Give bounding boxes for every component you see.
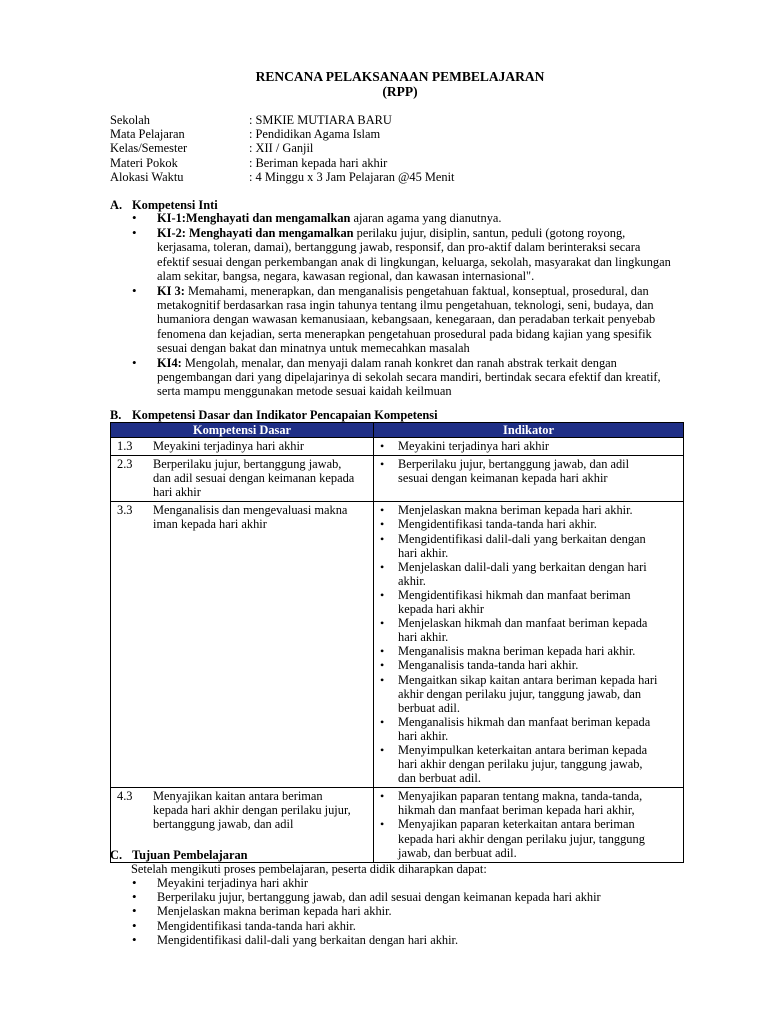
kd-number: 1.3 bbox=[117, 439, 133, 453]
bullet-icon: • bbox=[380, 517, 385, 532]
tujuan-intro: Setelah mengikuti proses pembelajaran, peserta didik diharapkan dapat: bbox=[131, 862, 487, 876]
kd-text bbox=[153, 503, 369, 531]
section-title: Kompetensi Inti bbox=[132, 198, 218, 212]
list-item bbox=[131, 933, 691, 947]
kd-cell bbox=[111, 502, 374, 788]
bullet-icon: • bbox=[380, 658, 385, 673]
indikator-cell bbox=[374, 502, 684, 788]
kd-text bbox=[153, 457, 369, 499]
indikator-line: hari akhir. bbox=[398, 728, 449, 743]
indikator-line: Mengidentifikasi dalil-dali yang berkaitan dengan bbox=[398, 531, 646, 546]
indikator-item bbox=[374, 588, 683, 616]
list-item bbox=[131, 919, 691, 933]
indikator-item bbox=[374, 517, 683, 531]
section-letter: B. bbox=[110, 408, 122, 422]
indikator-line: Menganalisis tanda-tanda hari akhir. bbox=[398, 658, 579, 673]
kompetensi-inti-list bbox=[131, 211, 691, 400]
indikator-line: akhir. bbox=[398, 573, 426, 588]
identity-value: : XII / Ganjil bbox=[249, 141, 314, 156]
ki-text: serta mampu menggunakan metode sesuai kaidah keilmuan bbox=[157, 384, 452, 399]
ki-line bbox=[157, 240, 691, 254]
list-item bbox=[131, 890, 691, 904]
indikator-item bbox=[374, 817, 683, 859]
identity-value: : Pendidikan Agama Islam bbox=[249, 127, 381, 142]
indikator-line: hari akhir dengan perilaku jujur, tanggung jawab, bbox=[398, 757, 643, 772]
ki-line bbox=[157, 312, 691, 326]
indikator-line: Menyajikan paparan keterkaitan antara beriman bbox=[398, 817, 635, 832]
indikator-line: Menjelaskan makna beriman kepada hari akhir. bbox=[398, 503, 633, 518]
bullet-icon: • bbox=[380, 439, 385, 453]
kd-number: 2.3 bbox=[117, 457, 133, 472]
bullet-icon: • bbox=[132, 225, 137, 241]
table-row bbox=[111, 456, 684, 502]
indikator-item bbox=[374, 560, 683, 588]
ki-text: efektif sesuai dengan perkembangan anak di lingkungan, keluarga, sekolah, masyarakat dan lingkungan bbox=[157, 254, 671, 269]
kd-line: Berperilaku jujur, bertanggung jawab, bbox=[153, 457, 342, 472]
indikator-line: sesuai dengan keimanan kepada hari akhir bbox=[398, 471, 608, 486]
kd-cell bbox=[111, 438, 374, 456]
bullet-icon: • bbox=[380, 531, 385, 546]
indikator-line: Menjelaskan hikmah dan manfaat beriman kepada bbox=[398, 616, 648, 631]
indikator-line: Meyakini terjadinya hari akhir bbox=[398, 439, 550, 453]
ki-line bbox=[157, 211, 691, 225]
ki-label: KI-2: Menghayati dan mengamalkan bbox=[157, 226, 354, 241]
ki-line bbox=[157, 370, 691, 384]
bullet-icon: • bbox=[380, 742, 385, 757]
ki-label: KI4: bbox=[157, 356, 182, 371]
bullet-icon: • bbox=[132, 875, 137, 890]
identity-value: : SMKIE MUTIARA BARU bbox=[249, 113, 392, 127]
identity-label: Mata Pelajaran bbox=[110, 127, 185, 142]
indikator-item bbox=[374, 644, 683, 658]
ki-text: humaniora dengan wawasan kemanusiaan, kebangsaan, kenegaraan, dan peradaban terkait penyebab bbox=[157, 312, 656, 327]
indikator-item bbox=[374, 658, 683, 672]
indikator-line: jawab, dan berbuat adil. bbox=[398, 845, 517, 860]
bullet-icon: • bbox=[132, 917, 137, 933]
bullet-icon: • bbox=[132, 889, 137, 905]
indikator-line: dan berbuat adil. bbox=[398, 771, 481, 786]
bullet-icon: • bbox=[380, 559, 385, 574]
indikator-cell bbox=[374, 438, 684, 456]
kd-number: 4.3 bbox=[117, 789, 133, 804]
section-title: Tujuan Pembelajaran bbox=[132, 848, 248, 862]
bullet-icon: • bbox=[132, 283, 137, 299]
kd-line: Meyakini terjadinya hari akhir bbox=[153, 439, 305, 453]
kompetensi-table bbox=[110, 422, 684, 863]
indikator-line: Menyajikan paparan tentang makna, tanda-tanda, bbox=[398, 789, 643, 804]
ki-line bbox=[157, 284, 691, 298]
bullet-icon: • bbox=[380, 587, 385, 602]
kd-line: dan adil sesuai dengan keimanan kepada bbox=[153, 471, 355, 486]
indikator-line: Mengaitkan sikap kaitan antara beriman kepada hari bbox=[398, 672, 658, 687]
list-item bbox=[131, 284, 691, 355]
ki-text: alam sekitar, bangsa, negara, kawasan regional, dan kawasan internasional". bbox=[157, 268, 535, 283]
table-row bbox=[111, 438, 684, 456]
indikator-item bbox=[374, 457, 683, 485]
ki-line bbox=[157, 341, 691, 355]
ki-line bbox=[157, 327, 691, 341]
indikator-line: hikmah dan manfaat beriman kepada hari akhir, bbox=[398, 803, 635, 818]
kd-line: bertanggung jawab, dan adil bbox=[153, 817, 294, 832]
indikator-line: kepada hari akhir dengan perilaku jujur, tanggung bbox=[398, 831, 645, 846]
section-letter: C. bbox=[110, 848, 123, 862]
indikator-line: berbuat adil. bbox=[398, 700, 460, 715]
bullet-icon: • bbox=[132, 903, 137, 919]
identity-value: : 4 Minggu x 3 Jam Pelajaran @45 Menit bbox=[249, 169, 455, 184]
indikator-line: Menjelaskan dalil-dali yang berkaitan dengan hari bbox=[398, 559, 647, 574]
document-subtitle: (RPP) bbox=[382, 84, 418, 99]
ki-line bbox=[157, 356, 691, 370]
ki-line bbox=[157, 384, 691, 398]
ki-text: metakognitif berdasarkan rasa ingin tahunya tentang ilmu pengetahuan, teknologi, seni, budaya, dan bbox=[157, 298, 654, 313]
document-title: RENCANA PELAKSANAAN PEMBELAJARAN bbox=[255, 69, 545, 84]
bullet-icon: • bbox=[380, 616, 385, 631]
ki-label: KI-1:Menghayati dan mengamalkan bbox=[157, 211, 351, 225]
indikator-line: akhir dengan perilaku jujur, tanggung jawab, dan bbox=[398, 686, 642, 701]
indikator-line: Berperilaku jujur, bertanggung jawab, dan adil bbox=[398, 457, 630, 472]
indikator-line: kepada hari akhir bbox=[398, 602, 485, 617]
indikator-item bbox=[374, 743, 683, 785]
bullet-icon: • bbox=[380, 789, 385, 804]
ki-text: sesuai dengan bakat dan minatnya untuk memecahkan masalah bbox=[157, 340, 470, 355]
identity-value: : Beriman kepada hari akhir bbox=[249, 155, 388, 170]
section-letter: A. bbox=[110, 198, 123, 212]
indikator-line: Menyimpulkan keterkaitan antara beriman kepada bbox=[398, 742, 648, 757]
ki-label: KI 3: bbox=[157, 284, 185, 299]
section-b-heading bbox=[110, 408, 438, 422]
list-item bbox=[131, 904, 691, 918]
indikator-line: Menganalisis hikmah dan manfaat beriman kepada bbox=[398, 714, 651, 729]
indikator-item bbox=[374, 715, 683, 743]
bullet-icon: • bbox=[132, 210, 137, 225]
tujuan-text: Mengidentifikasi tanda-tanda hari akhir. bbox=[157, 918, 356, 933]
bullet-icon: • bbox=[380, 644, 385, 659]
ki-line bbox=[157, 298, 691, 312]
kd-number: 3.3 bbox=[117, 503, 133, 518]
indikator-item bbox=[374, 532, 683, 560]
kd-text bbox=[153, 439, 369, 453]
kd-text bbox=[153, 789, 369, 831]
bullet-icon: • bbox=[380, 503, 385, 518]
tujuan-text: Berperilaku jujur, bertanggung jawab, dan adil sesuai dengan keimanan kepada hari akhir bbox=[157, 890, 601, 905]
bullet-icon: • bbox=[132, 931, 137, 947]
column-header-kd: Kompetensi Dasar bbox=[111, 423, 374, 438]
kd-line: Menyajikan kaitan antara beriman bbox=[153, 789, 323, 804]
list-item bbox=[131, 226, 691, 283]
ki-text: kerjasama, toleran, damai), bertanggung jawab, responsif, dan pro-aktif dalam berinteraksi secara bbox=[157, 240, 641, 255]
ki-text: ajaran agama yang dianutnya. bbox=[350, 211, 502, 225]
indikator-line: hari akhir. bbox=[398, 545, 449, 560]
section-a-heading bbox=[110, 198, 218, 212]
indikator-line: hari akhir. bbox=[398, 630, 449, 645]
section-c-heading bbox=[110, 848, 248, 862]
indikator-item bbox=[374, 503, 683, 517]
tujuan-text: Mengidentifikasi dalil-dali yang berkaitan dengan hari akhir. bbox=[157, 932, 459, 947]
ki-line bbox=[157, 226, 691, 240]
ki-line bbox=[157, 269, 691, 283]
ki-text: pengembangan dari yang dipelajarinya di sekolah secara mandiri, bertindak secara efektif dan kreatif, bbox=[157, 370, 661, 385]
indikator-cell bbox=[374, 456, 684, 502]
indikator-item bbox=[374, 439, 683, 453]
kd-line: Menganalisis dan mengevaluasi makna bbox=[153, 503, 348, 518]
section-title: Kompetensi Dasar dan Indikator Pencapaian Kompetensi bbox=[132, 408, 438, 422]
kd-cell bbox=[111, 456, 374, 502]
table-header-row bbox=[111, 423, 684, 438]
identity-label: Kelas/Semester bbox=[110, 141, 188, 156]
list-item bbox=[131, 876, 691, 890]
indikator-line: Mengidentifikasi tanda-tanda hari akhir. bbox=[398, 517, 597, 532]
bullet-icon: • bbox=[380, 672, 385, 687]
list-item bbox=[131, 211, 691, 225]
indikator-cell bbox=[374, 788, 684, 862]
identity-label: Alokasi Waktu bbox=[110, 169, 184, 184]
bullet-icon: • bbox=[132, 355, 137, 371]
identity-label: Sekolah bbox=[110, 113, 150, 127]
ki-text: fenomena dan kejadian, serta menerapkan pengetahuan prosedural pada bidang kajian yang spesifik bbox=[157, 326, 652, 341]
indikator-item bbox=[374, 789, 683, 817]
identity-label: Materi Pokok bbox=[110, 155, 178, 170]
bullet-icon: • bbox=[380, 817, 385, 832]
kd-line: kepada hari akhir dengan perilaku jujur, bbox=[153, 803, 351, 818]
column-header-indikator: Indikator bbox=[374, 423, 684, 438]
ki-line bbox=[157, 255, 691, 269]
tujuan-text: Meyakini terjadinya hari akhir bbox=[157, 876, 309, 890]
indikator-line: Menganalisis makna beriman kepada hari akhir. bbox=[398, 644, 636, 659]
indikator-line: Mengidentifikasi hikmah dan manfaat beriman bbox=[398, 587, 631, 602]
ki-text: Mengolah, menalar, dan menyaji dalam ranah konkret dan ranah abstrak terkait dengan bbox=[181, 356, 617, 371]
ki-text: Memahami, menerapkan, dan menganalisis pengetahuan faktual, konseptual, prosedural, dan bbox=[184, 284, 649, 299]
ki-text: perilaku jujur, disiplin, santun, peduli (gotong royong, bbox=[353, 226, 626, 241]
kd-line: iman kepada hari akhir bbox=[153, 517, 267, 532]
bullet-icon: • bbox=[380, 457, 385, 472]
bullet-icon: • bbox=[380, 714, 385, 729]
table-row bbox=[111, 502, 684, 788]
tujuan-text: Menjelaskan makna beriman kepada hari akhir. bbox=[157, 904, 392, 919]
indikator-item bbox=[374, 616, 683, 644]
indikator-item bbox=[374, 673, 683, 715]
list-item bbox=[131, 356, 691, 399]
kd-line: hari akhir bbox=[153, 485, 201, 500]
tujuan-list bbox=[131, 876, 691, 947]
